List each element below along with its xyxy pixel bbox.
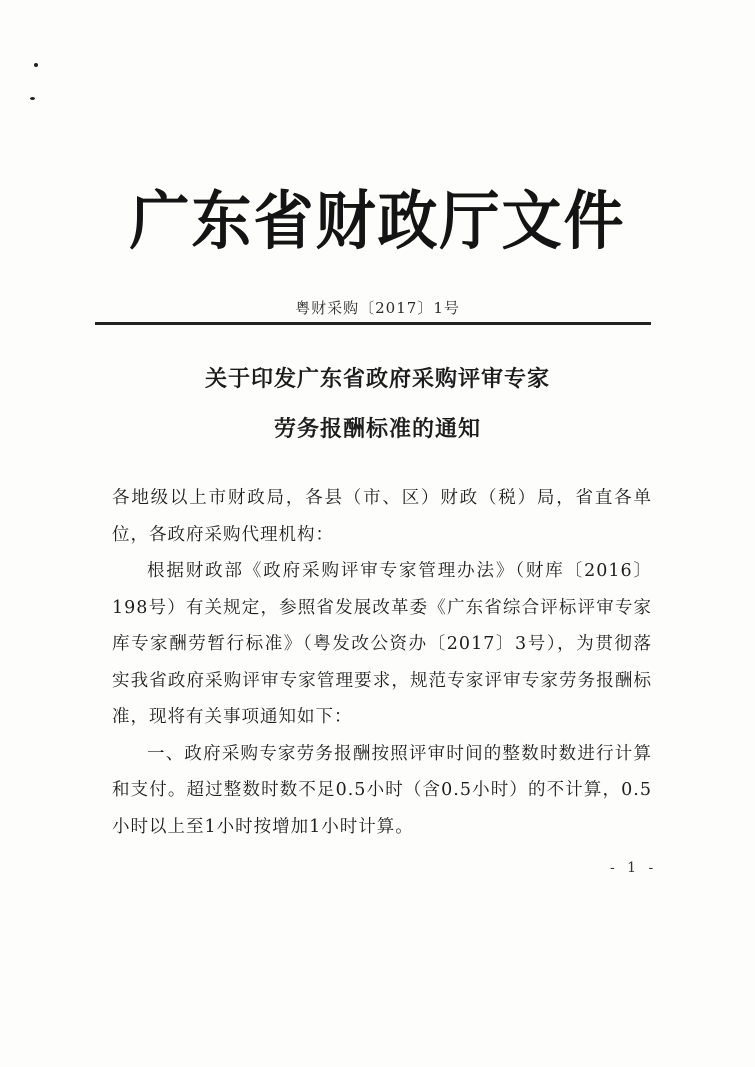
notice-title-line-1: 关于印发广东省政府采购评审专家 <box>204 367 550 392</box>
document-body <box>112 480 652 845</box>
body-paragraph-2: 一、政府采购专家劳务报酬按照评审时间的整数时数进行计算和支付。超过整数时数不足0.5小时（含0.5小时）的不计算，0.5小时以上至1小时按增加1小时计算。 <box>112 743 652 837</box>
document-number: 粤财采购〔2017〕1号 <box>295 299 460 317</box>
scan-speck <box>30 97 35 100</box>
document-header-title: 广东省财政厅文件 <box>129 184 626 260</box>
page-number: - 1 - <box>610 860 658 876</box>
scan-speck <box>34 63 38 67</box>
salutation: 各地级以上市财政局，各县（市、区）财政（税）局，省直各单位，各政府采购代理机构： <box>112 488 652 545</box>
notice-title-line-2: 劳务报酬标准的通知 <box>273 417 481 442</box>
header-divider <box>95 322 651 325</box>
body-paragraph-1: 根据财政部《政府采购评审专家管理办法》（财库〔2016〕198号）有关规定，参照省发展改革委《广东省综合评标评审专家库专家酬劳暂行标准》（粤发改公资办〔2017〕3号），为贯彻落实我省政府采购评审专家管理要求，规范专家评审专家劳务报酬标准，现将有关事项通知如下： <box>112 561 652 727</box>
